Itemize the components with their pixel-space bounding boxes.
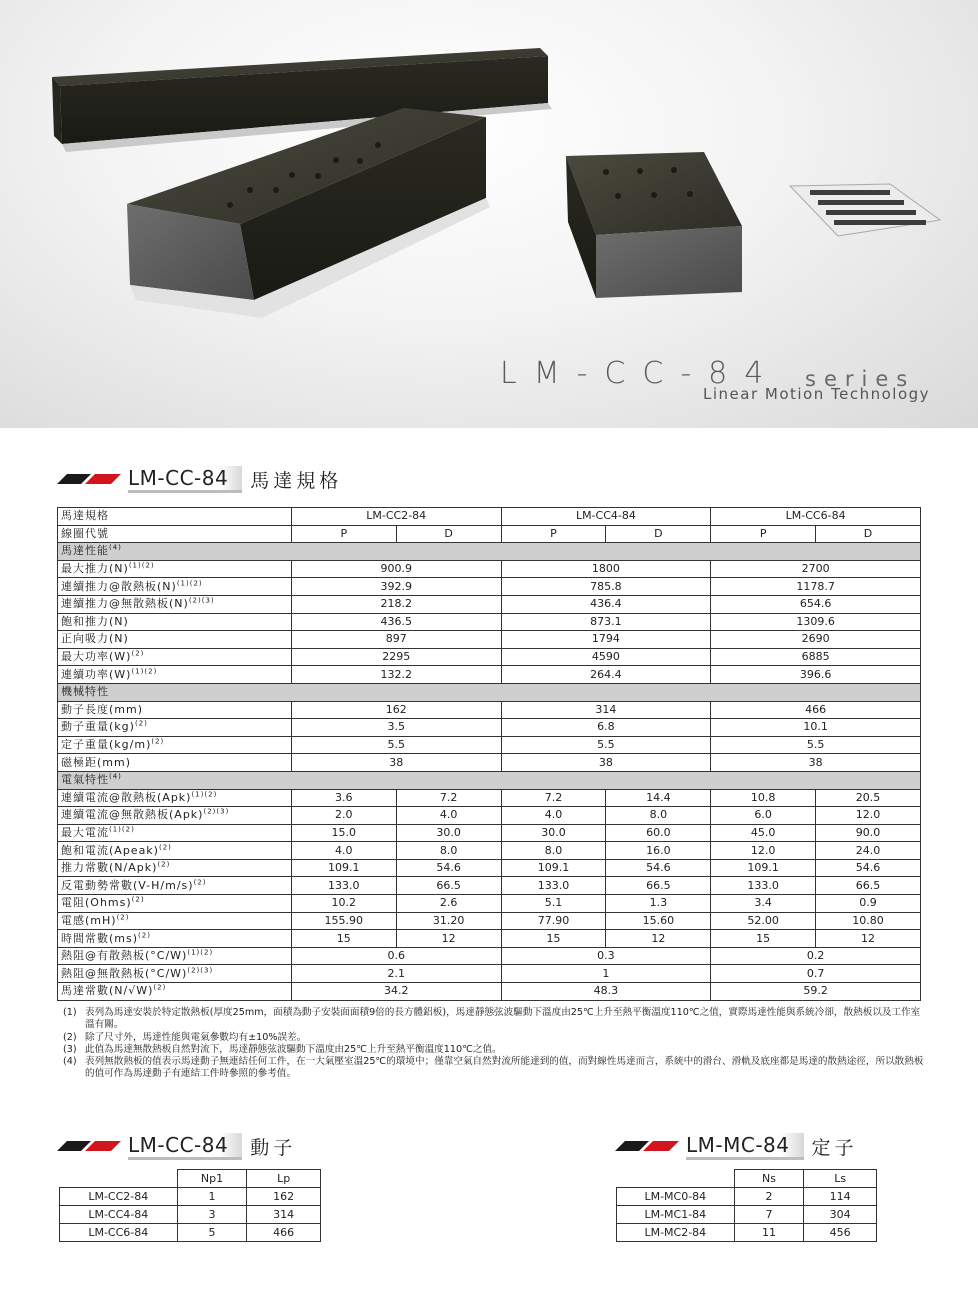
spec-value: 54.6 xyxy=(606,859,711,877)
spec-value: 66.5 xyxy=(396,877,501,895)
model-name: LM-CC2-84 xyxy=(291,508,501,526)
spec-value: 6885 xyxy=(711,648,921,666)
coil-code: P xyxy=(291,525,396,543)
section-title xyxy=(58,543,921,561)
footnote-ref: (1)(2) xyxy=(128,561,155,570)
table-row xyxy=(60,1224,321,1242)
spec-value: 2295 xyxy=(291,648,501,666)
footnote-ref: (2) xyxy=(134,719,148,728)
coil-code-row xyxy=(58,525,921,543)
model-name: LM-CC6-84 xyxy=(60,1224,178,1242)
spec-value: 38 xyxy=(711,754,921,772)
spec-value: 133.0 xyxy=(711,877,816,895)
spec-value: 30.0 xyxy=(396,824,501,842)
model-name: LM-CC4-84 xyxy=(60,1206,178,1224)
cell-value: 466 xyxy=(247,1224,321,1242)
spec-value: 7.2 xyxy=(501,789,606,807)
cell-value: 11 xyxy=(734,1224,804,1242)
footnote-ref: (2) xyxy=(151,737,165,746)
product-illustration xyxy=(0,0,978,428)
spec-value: 15 xyxy=(711,930,816,948)
forcer-table xyxy=(59,1169,321,1242)
spec-value: 31.20 xyxy=(396,912,501,930)
spec-value: 30.0 xyxy=(501,824,606,842)
spec-value: 314 xyxy=(501,701,711,719)
footnote-ref: (2) xyxy=(131,649,145,658)
spec-row xyxy=(58,701,921,719)
row-label-text: 動子重量(kg) xyxy=(61,720,135,734)
footnote-ref: (2) xyxy=(158,842,172,851)
row-label xyxy=(58,613,292,631)
spec-value: 0.6 xyxy=(291,947,501,965)
spec-value: 1178.7 xyxy=(711,578,921,596)
footnote-ref: (2)(3) xyxy=(203,807,230,816)
spec-value: 4.0 xyxy=(501,807,606,825)
spec-value: 0.9 xyxy=(816,895,921,913)
coil-code: D xyxy=(396,525,501,543)
spec-row xyxy=(58,719,921,737)
row-label xyxy=(58,648,292,666)
spec-value: 15 xyxy=(291,930,396,948)
spec-value: 52.00 xyxy=(711,912,816,930)
spec-value: 10.80 xyxy=(816,912,921,930)
spec-value: 10.8 xyxy=(711,789,816,807)
row-label-text: 反電動勢常數(V-H/m/s) xyxy=(61,878,194,892)
row-label xyxy=(58,877,292,895)
footnote-key: (3) xyxy=(63,1043,77,1055)
row-label xyxy=(58,895,292,913)
row-label-text: 馬達常數(N/√W) xyxy=(61,984,154,998)
table-row xyxy=(60,1206,321,1224)
cell-value: 114 xyxy=(804,1188,877,1206)
spec-value: 60.0 xyxy=(606,824,711,842)
forcer-heading xyxy=(58,1131,296,1161)
spec-value: 77.90 xyxy=(501,912,606,930)
spec-row xyxy=(58,859,921,877)
spec-value: 38 xyxy=(291,754,501,772)
hero-subtitle: Linear Motion Technology xyxy=(703,385,931,403)
spec-value: 3.4 xyxy=(711,895,816,913)
footnote-ref: (2) xyxy=(193,878,207,887)
spec-value: 873.1 xyxy=(501,613,711,631)
spec-value: 10.2 xyxy=(291,895,396,913)
cell-value: 5 xyxy=(177,1224,247,1242)
right-forcer xyxy=(566,152,742,298)
spec-value: 2690 xyxy=(711,631,921,649)
table-row xyxy=(60,1188,321,1206)
spec-value: 24.0 xyxy=(816,842,921,860)
electrical-section-row xyxy=(58,771,921,789)
row-label xyxy=(58,965,292,983)
table-row xyxy=(617,1188,877,1206)
row-label xyxy=(58,824,292,842)
cell-value: 456 xyxy=(804,1224,877,1242)
footnote-item xyxy=(63,1044,925,1056)
footnote-ref: (1)(2) xyxy=(131,666,158,675)
spec-value: 5.1 xyxy=(501,895,606,913)
spec-value: 264.4 xyxy=(501,666,711,684)
row-label xyxy=(58,912,292,930)
spec-value: 5.5 xyxy=(711,736,921,754)
heading-stripe-icon xyxy=(58,471,122,487)
spec-heading-title: 馬達規格 xyxy=(250,469,343,492)
spec-value: 897 xyxy=(291,631,501,649)
spec-value: 1794 xyxy=(501,631,711,649)
coil-code: D xyxy=(606,525,711,543)
row-label xyxy=(58,719,292,737)
motor-spec-table xyxy=(57,507,921,1001)
section-title-text: 電氣特性 xyxy=(61,773,109,787)
heading-stripe-icon xyxy=(616,1138,680,1154)
footnote-text: 除了尺寸外，馬達性能與電氣參數均有±10%誤差。 xyxy=(85,1031,307,1043)
spec-value: 12.0 xyxy=(711,842,816,860)
spec-value: 1309.6 xyxy=(711,613,921,631)
footnote-ref: (1)(2) xyxy=(191,790,218,799)
row-label xyxy=(58,930,292,948)
cell-value: 1 xyxy=(177,1188,247,1206)
spec-value: 0.2 xyxy=(711,947,921,965)
spec-value: 2.6 xyxy=(396,895,501,913)
spec-value: 7.2 xyxy=(396,789,501,807)
row-label-text: 最大推力(N) xyxy=(61,562,129,576)
spec-value: 59.2 xyxy=(711,983,921,1001)
model-name: LM-MC1-84 xyxy=(617,1206,735,1224)
row-label xyxy=(58,754,292,772)
footnote-text: 表列為馬達安裝於特定散熱板(厚度25mm，面積為動子安裝面面積9倍的長方體鋁板)，馬達靜態弦波驅動下溫度由25℃上升至熱平衡溫度110℃之值，實際馬達性能與系統冷卻，散熱板以及工作室溫有關。 xyxy=(85,1007,921,1031)
footnote-item xyxy=(63,1032,925,1044)
spec-value: 396.6 xyxy=(711,666,921,684)
row-label-text: 磁極距(mm) xyxy=(61,755,132,769)
spec-value: 162 xyxy=(291,701,501,719)
footnote-ref: (2)(3) xyxy=(188,596,215,605)
spec-heading xyxy=(58,464,342,494)
spec-value: 54.6 xyxy=(396,859,501,877)
blank-cell xyxy=(60,1170,178,1188)
table-row xyxy=(617,1206,877,1224)
spec-value: 15 xyxy=(501,930,606,948)
column-header: Np1 xyxy=(177,1170,247,1188)
mechanical-section-row xyxy=(58,683,921,701)
row-label xyxy=(58,789,292,807)
spec-value: 133.0 xyxy=(291,877,396,895)
footnote-ref: (4) xyxy=(109,543,122,552)
spec-row xyxy=(58,983,921,1001)
model-name: LM-MC0-84 xyxy=(617,1188,735,1206)
row-label xyxy=(58,578,292,596)
spec-value: 133.0 xyxy=(501,877,606,895)
footnote-text: 表列無散熱板的值表示馬達動子無連結任何工件，在一大氣壓室溫25℃的環境中；僅靠空氣自然對流所能達到的值，而對線性馬達而言，系統中的滑台、滑軌及底座都是馬達的散熱途徑，所以散熱板的值可作為馬達動子有連結工件時參照的參考值。 xyxy=(85,1056,924,1080)
row-label xyxy=(58,736,292,754)
spec-value: 15.60 xyxy=(606,912,711,930)
spec-value: 155.90 xyxy=(291,912,396,930)
row-label xyxy=(58,631,292,649)
column-header: Ls xyxy=(804,1170,877,1188)
spec-value: 5.5 xyxy=(291,736,501,754)
spec-value: 12 xyxy=(816,930,921,948)
spec-value: 1 xyxy=(501,965,711,983)
footnotes xyxy=(63,1007,925,1081)
spec-value: 5.5 xyxy=(501,736,711,754)
spec-value: 654.6 xyxy=(711,595,921,613)
footnote-ref: (2)(3) xyxy=(187,966,214,975)
hero-title: LM-CC-84 xyxy=(500,356,781,391)
spec-value: 2700 xyxy=(711,560,921,578)
spec-value: 1.3 xyxy=(606,895,711,913)
footnote-ref: (1)(2) xyxy=(187,948,214,957)
performance-section-row xyxy=(58,543,921,561)
spec-value: 4.0 xyxy=(291,842,396,860)
footnote-ref: (2) xyxy=(153,983,167,992)
spec-row xyxy=(58,965,921,983)
spec-value: 15.0 xyxy=(291,824,396,842)
footnote-ref: (2) xyxy=(157,860,171,869)
spec-row xyxy=(58,560,921,578)
spec-value: 12 xyxy=(396,930,501,948)
cell-value: 7 xyxy=(734,1206,804,1224)
spec-value: 1800 xyxy=(501,560,711,578)
column-header: Ns xyxy=(734,1170,804,1188)
spec-value: 8.0 xyxy=(501,842,606,860)
row-label-text: 熱阻@有散熱板(°C/W) xyxy=(61,949,188,963)
table-row xyxy=(617,1224,877,1242)
spec-value: 20.5 xyxy=(816,789,921,807)
spec-row xyxy=(58,595,921,613)
spec-value: 6.8 xyxy=(501,719,711,737)
model-name: LM-CC2-84 xyxy=(60,1188,178,1206)
section-title-text: 馬達性能 xyxy=(61,544,109,558)
model-name: LM-CC4-84 xyxy=(501,508,711,526)
coil-code: D xyxy=(816,525,921,543)
table-header-row xyxy=(60,1170,321,1188)
row-label xyxy=(58,701,292,719)
spec-row xyxy=(58,666,921,684)
spec-value: 14.4 xyxy=(606,789,711,807)
blank-cell xyxy=(617,1170,735,1188)
hero-series-label: series xyxy=(805,367,916,391)
row-label-text: 連續推力@散熱板(N) xyxy=(61,579,177,593)
spec-value: 66.5 xyxy=(606,877,711,895)
spec-value: 218.2 xyxy=(291,595,501,613)
spec-value: 392.9 xyxy=(291,578,501,596)
row-label-text: 飽和推力(N) xyxy=(61,614,129,628)
footnote-key: (2) xyxy=(63,1031,77,1043)
spec-value: 436.5 xyxy=(291,613,501,631)
row-label xyxy=(58,560,292,578)
stator-heading-code: LM-MC-84 xyxy=(686,1133,804,1160)
spec-value: 54.6 xyxy=(816,859,921,877)
stator-magnets xyxy=(790,184,940,236)
row-label: 線圈代號 xyxy=(58,525,292,543)
spec-row xyxy=(58,895,921,913)
spec-value: 109.1 xyxy=(291,859,396,877)
cell-value: 162 xyxy=(247,1188,321,1206)
row-label-text: 連續功率(W) xyxy=(61,667,132,681)
row-label xyxy=(58,983,292,1001)
footnote-item xyxy=(63,1056,925,1081)
spec-row xyxy=(58,912,921,930)
spec-row xyxy=(58,631,921,649)
row-label xyxy=(58,947,292,965)
spec-value: 3.6 xyxy=(291,789,396,807)
spec-row xyxy=(58,930,921,948)
spec-heading-code: LM-CC-84 xyxy=(128,466,242,493)
row-label-text: 連續電流@散熱板(Apk) xyxy=(61,790,192,804)
table-header-row xyxy=(617,1170,877,1188)
row-label-text: 最大功率(W) xyxy=(61,650,132,664)
model-name: LM-MC2-84 xyxy=(617,1224,735,1242)
footnote-key: (4) xyxy=(63,1056,77,1068)
spec-value: 12 xyxy=(606,930,711,948)
column-header: Lp xyxy=(247,1170,321,1188)
model-header-row xyxy=(58,508,921,526)
row-label xyxy=(58,859,292,877)
section-title xyxy=(58,683,921,701)
row-label-text: 定子重量(kg/m) xyxy=(61,738,152,752)
spec-value: 16.0 xyxy=(606,842,711,860)
footnote-ref: (2) xyxy=(138,930,151,939)
spec-row xyxy=(58,842,921,860)
spec-row xyxy=(58,824,921,842)
spec-value: 48.3 xyxy=(501,983,711,1001)
spec-row xyxy=(58,807,921,825)
row-label: 馬達規格 xyxy=(58,508,292,526)
stator-table xyxy=(616,1169,877,1242)
heading-stripe-icon xyxy=(58,1138,122,1154)
spec-row xyxy=(58,877,921,895)
spec-value: 109.1 xyxy=(711,859,816,877)
spec-value: 38 xyxy=(501,754,711,772)
spec-value: 4.0 xyxy=(396,807,501,825)
spec-value: 0.7 xyxy=(711,965,921,983)
row-label-text: 飽和電流(Apeak) xyxy=(61,843,159,857)
cell-value: 304 xyxy=(804,1206,877,1224)
row-label xyxy=(58,595,292,613)
spec-value: 109.1 xyxy=(501,859,606,877)
spec-value: 2.1 xyxy=(291,965,501,983)
spec-value: 132.2 xyxy=(291,666,501,684)
stator-heading-title: 定子 xyxy=(811,1136,858,1159)
row-label xyxy=(58,807,292,825)
spec-value: 45.0 xyxy=(711,824,816,842)
spec-row xyxy=(58,648,921,666)
cell-value: 3 xyxy=(177,1206,247,1224)
row-label-text: 推力常數(N/Apk) xyxy=(61,861,158,875)
spec-value: 8.0 xyxy=(606,807,711,825)
spec-value: 34.2 xyxy=(291,983,501,1001)
spec-value: 0.3 xyxy=(501,947,711,965)
row-label-text: 最大電流 xyxy=(61,825,109,839)
row-label-text: 連續推力@無散熱板(N) xyxy=(61,597,189,611)
spec-value: 90.0 xyxy=(816,824,921,842)
forcer-heading-code: LM-CC-84 xyxy=(128,1133,242,1160)
row-label-text: 電感(mH) xyxy=(61,913,117,927)
footnote-ref: (1)(2) xyxy=(176,579,203,588)
forcer-heading-title: 動子 xyxy=(250,1136,297,1159)
spec-value: 3.5 xyxy=(291,719,501,737)
row-label xyxy=(58,842,292,860)
footnote-text: 此值為馬達無散熱板自然對流下，馬達靜態弦波驅動下溫度由25℃上升至熱平衡溫度110℃之值。 xyxy=(85,1043,502,1055)
footnote-ref: (1)(2) xyxy=(109,825,135,834)
spec-value: 10.1 xyxy=(711,719,921,737)
section-title-text: 機械特性 xyxy=(61,685,109,699)
section-title xyxy=(58,771,921,789)
row-label xyxy=(58,666,292,684)
spec-value: 466 xyxy=(711,701,921,719)
cell-value: 2 xyxy=(734,1188,804,1206)
footnote-ref: (2) xyxy=(131,895,145,904)
coil-code: P xyxy=(711,525,816,543)
spec-row xyxy=(58,578,921,596)
spec-row xyxy=(58,754,921,772)
footnote-ref: (2) xyxy=(116,913,130,922)
footnote-ref: (4) xyxy=(109,772,122,781)
spec-value: 66.5 xyxy=(816,877,921,895)
coil-code: P xyxy=(501,525,606,543)
model-name: LM-CC6-84 xyxy=(711,508,921,526)
spec-value: 4590 xyxy=(501,648,711,666)
stator-heading xyxy=(616,1131,858,1161)
spec-value: 900.9 xyxy=(291,560,501,578)
row-label-text: 時間常數(ms) xyxy=(61,931,139,945)
spec-value: 12.0 xyxy=(816,807,921,825)
spec-value: 785.8 xyxy=(501,578,711,596)
cell-value: 314 xyxy=(247,1206,321,1224)
spec-row xyxy=(58,947,921,965)
hero-banner xyxy=(0,0,978,428)
spec-value: 2.0 xyxy=(291,807,396,825)
row-label-text: 正向吸力(N) xyxy=(61,632,129,646)
footnote-item xyxy=(63,1007,925,1032)
footnote-key: (1) xyxy=(63,1007,77,1018)
spec-row xyxy=(58,736,921,754)
row-label-text: 熱阻@無散熱板(°C/W) xyxy=(61,966,188,980)
spec-value: 436.4 xyxy=(501,595,711,613)
spec-value: 6.0 xyxy=(711,807,816,825)
row-label-text: 電阻(Ohms) xyxy=(61,896,132,910)
row-label-text: 動子長度(mm) xyxy=(61,702,144,716)
spec-row xyxy=(58,613,921,631)
row-label-text: 連續電流@無散熱板(Apk) xyxy=(61,808,204,822)
spec-value: 8.0 xyxy=(396,842,501,860)
spec-row xyxy=(58,789,921,807)
